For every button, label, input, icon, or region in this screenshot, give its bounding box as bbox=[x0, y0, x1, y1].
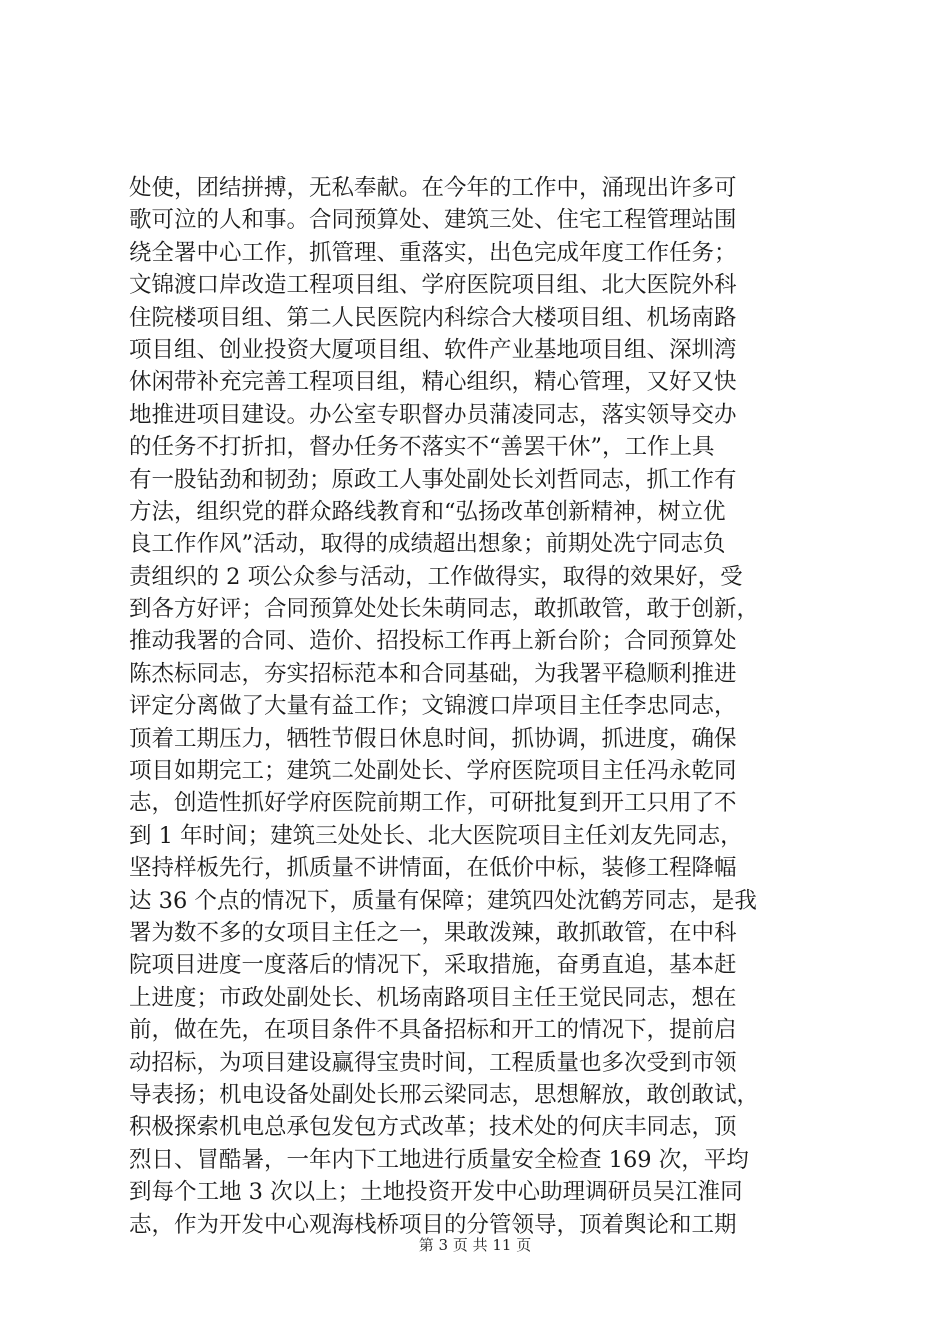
text-line: 导表扬；机电设备处副处长邢云梁同志，思想解放，敢创敢试， bbox=[129, 1081, 760, 1108]
text-line: 推动我署的合同、造价、招投标工作再上新台阶；合同预算处 bbox=[129, 628, 737, 655]
text-line: 陈杰标同志，夯实招标范本和合同基础，为我署平稳顺利推进 bbox=[129, 660, 737, 687]
text-line: 到各方好评；合同预算处处长朱萌同志，敢抓敢管，敢于创新， bbox=[129, 596, 760, 623]
text-line: 动招标，为项目建设赢得宝贵时间，工程质量也多次受到市领 bbox=[129, 1049, 737, 1076]
text-line: 项目组、创业投资大厦项目组、软件产业基地项目组、深圳湾 bbox=[129, 336, 737, 363]
text-line: 志，作为开发中心观海栈桥项目的分管领导，顶着舆论和工期 bbox=[129, 1211, 737, 1238]
text-line: 方法，组织党的群众路线教育和“弘扬改革创新精神，树立优 bbox=[129, 498, 726, 525]
text-line: 处使，团结拼搏，无私奉献。在今年的工作中，涌现出许多可 bbox=[129, 175, 737, 201]
text-line: 顶着工期压力，牺牲节假日休息时间，抓协调，抓进度，确保 bbox=[129, 725, 737, 752]
text-line: 坚持样板先行，抓质量不讲情面，在低价中标，装修工程降幅 bbox=[129, 855, 737, 882]
text-line: 绕全署中心工作，抓管理、重落实，出色完成年度工作任务； bbox=[129, 239, 737, 266]
text-line: 地推进项目建设。办公室专职督办员蒲凌同志，落实领导交办 bbox=[129, 401, 737, 428]
text-line: 到每个工地 3 次以上；土地投资开发中心助理调研员吴江淮同 bbox=[129, 1179, 743, 1206]
body-text bbox=[129, 172, 829, 1241]
text-line: 良工作作风”活动，取得的成绩超出想象；前期处冼宁同志负 bbox=[129, 531, 726, 558]
text-line: 责组织的 2 项公众参与活动，工作做得实，取得的效果好，受 bbox=[129, 563, 743, 590]
text-line: 项目如期完工；建筑二处副处长、学府医院项目主任冯永乾同 bbox=[129, 758, 737, 785]
text-line: 志，创造性抓好学府医院前期工作，可研批复到开工只用了不 bbox=[129, 790, 737, 817]
text-line: 休闲带补充完善工程项目组，精心组织，精心管理，又好又快 bbox=[129, 369, 737, 396]
text-line: 烈日、冒酷暑，一年内下工地进行质量安全检查 169 次，平均 bbox=[129, 1146, 749, 1173]
text-line: 达 36 个点的情况下，质量有保障；建筑四处沈鹤芳同志，是我 bbox=[129, 887, 757, 914]
text-line: 上进度；市政处副处长、机场南路项目主任王觉民同志，想在 bbox=[129, 984, 737, 1011]
text-line: 的任务不打折扣，督办任务不落实不“善罢干休”，工作上具 bbox=[129, 434, 715, 461]
text-line: 评定分离做了大量有益工作；文锦渡口岸项目主任李忠同志， bbox=[129, 693, 737, 720]
text-line: 歌可泣的人和事。合同预算处、建筑三处、住宅工程管理站围 bbox=[129, 207, 737, 234]
page-footer: 第 3 页 共 11 页 bbox=[418, 1236, 532, 1254]
text-line: 院项目进度一度落后的情况下，采取措施，奋勇直追，基本赶 bbox=[129, 952, 737, 979]
text-line: 到 1 年时间；建筑三处处长、北大医院项目主任刘友先同志， bbox=[129, 822, 743, 849]
text-line: 署为数不多的女项目主任之一，果敢泼辣，敢抓敢管，在中科 bbox=[129, 919, 737, 946]
text-line: 积极探索机电总承包发包方式改革；技术处的何庆丰同志，顶 bbox=[129, 1114, 737, 1141]
text-line: 住院楼项目组、第二人民医院内科综合大楼项目组、机场南路 bbox=[129, 304, 737, 331]
text-line: 有一股钻劲和韧劲；原政工人事处副处长刘哲同志，抓工作有 bbox=[129, 466, 737, 493]
text-line: 文锦渡口岸改造工程项目组、学府医院项目组、北大医院外科 bbox=[129, 272, 737, 299]
text-line: 前，做在先，在项目条件不具备招标和开工的情况下，提前启 bbox=[129, 1017, 737, 1044]
